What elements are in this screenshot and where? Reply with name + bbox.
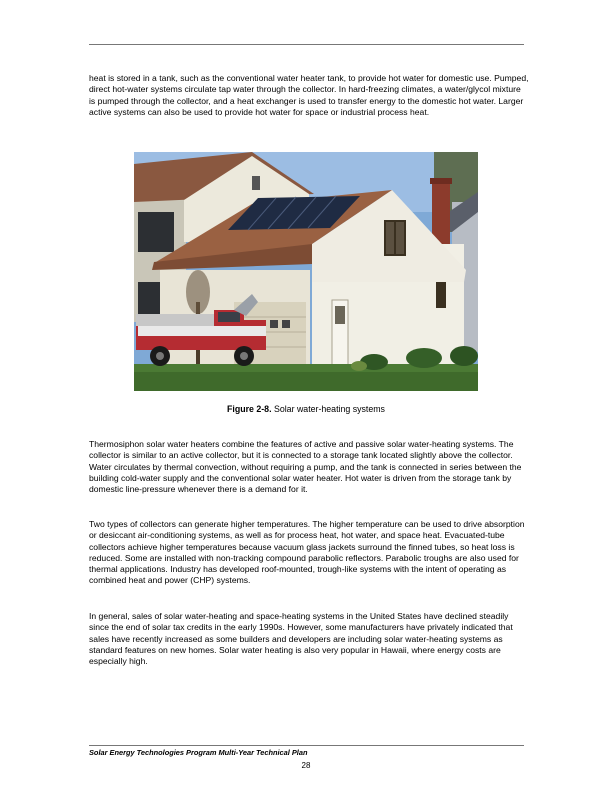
header-rule [89, 44, 524, 45]
figure-caption-text: Solar water-heating systems [273, 404, 385, 414]
page-number: 28 [301, 761, 311, 770]
body-paragraph-2: Thermosiphon solar water heaters combine the features of active and passive solar water-heating systems. The collector is similar to an active collector, but it is connected to a storage tank located slightly above the collector. Water circulates by thermal convection, without requiring a pump, and the tank is connected in series between the building cold-water supply and the conventional solar water heater. Hot water is driven from the storage tank by domestic line-pressure whenever there is a demand for it. [89, 439, 522, 495]
body-paragraph-4: In general, sales of solar water-heating and space-heating systems in the United States have declined steadily since the end of solar tax credits in the early 1990s. However, some manufacturers have privately indicated that sales have recently increased as some builders and developers are including solar water-heating systems as standard features on new homes. Solar water heating is also very popular in Hawaii, where energy costs are especially high. [89, 611, 513, 667]
footer-rule [89, 745, 524, 746]
body-paragraph-1: heat is stored in a tank, such as the conventional water heater tank, to provide hot water for domestic use. Pumped, direct hot-water systems circulate tap water through the collector. In hard-freezing climates, a water/glycol mixture is pumped through the collector, and a heat exchanger is used to transfer energy to the domestic hot water. Larger active systems can also be used to provide hot water for space or industrial process heat. [89, 73, 529, 117]
figure-caption [0, 404, 612, 414]
house-solar-collector-photo [134, 152, 478, 391]
figure-label: Figure 2-8. [227, 404, 272, 414]
body-paragraph-3: Two types of collectors can generate higher temperatures. The higher temperature can be used to drive absorption or desiccant air-conditioning systems, as well as for process heat, hot water, and space heat. Evacuated-tube collectors achieve higher temperatures because vacuum glass jackets surround the finned tubes, so heat loss is reduced. Some are installed with non-tracking compound parabolic reflectors. Parabolic troughs are also used for thermal applications. Industry has developed roof-mounted, trough-like systems with the intent of operating as combined heat and power (CHP) systems. [89, 519, 525, 586]
footer-title: Solar Energy Technologies Program Multi-Year Technical Plan [89, 748, 308, 757]
